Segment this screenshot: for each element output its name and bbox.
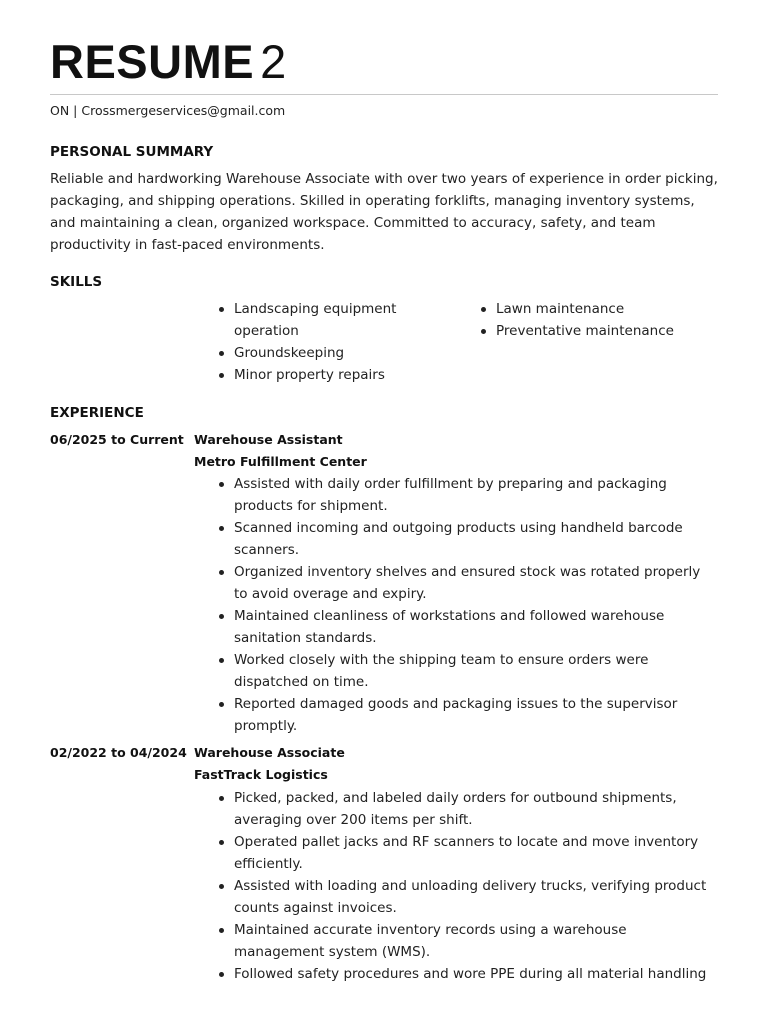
resume-title — [50, 34, 286, 94]
contact-line: ON | Crossmergeservices@gmail.com — [50, 103, 286, 118]
skills-heading: SKILLS — [50, 274, 103, 290]
job-bullet: Worked closely with the shipping team to ensure orders were dispatched on time. — [216, 649, 716, 693]
title-main: RESUME — [50, 35, 255, 88]
job-bullets — [216, 473, 716, 737]
skill-item: Lawn maintenance — [478, 298, 718, 320]
skills-list-right — [478, 298, 718, 342]
job-title: Warehouse Assistant — [194, 432, 343, 447]
skill-item: Preventative maintenance — [478, 320, 718, 342]
job-bullet: Followed safety procedures and wore PPE during all material handling — [216, 963, 716, 985]
header-divider — [50, 94, 718, 95]
job-bullet: Assisted with daily order fulfillment by preparing and packaging products for shipment. — [216, 473, 716, 517]
skill-item: Landscaping equipment operation — [216, 298, 416, 342]
job-bullet: Reported damaged goods and packaging issues to the supervisor promptly. — [216, 693, 716, 737]
job-dates: 06/2025 to Current — [50, 432, 184, 447]
job-bullet: Picked, packed, and labeled daily orders for outbound shipments, averaging over 200 items per shift. — [216, 787, 716, 831]
job-bullets — [216, 787, 716, 985]
skill-item: Minor property repairs — [216, 364, 416, 386]
job-bullet: Organized inventory shelves and ensured stock was rotated properly to avoid overage and expiry. — [216, 561, 716, 605]
job-company: FastTrack Logistics — [194, 767, 328, 782]
job-bullet: Operated pallet jacks and RF scanners to locate and move inventory efficiently. — [216, 831, 716, 875]
job-title: Warehouse Associate — [194, 745, 345, 760]
title-number: 2 — [260, 35, 287, 88]
skill-item: Groundskeeping — [216, 342, 416, 364]
experience-heading: EXPERIENCE — [50, 405, 144, 421]
job-dates: 02/2022 to 04/2024 — [50, 745, 187, 760]
skills-list-left — [216, 298, 416, 386]
job-company: Metro Fulfillment Center — [194, 454, 367, 469]
summary-heading: PERSONAL SUMMARY — [50, 144, 214, 160]
job-bullet: Maintained accurate inventory records using a warehouse management system (WMS). — [216, 919, 716, 963]
job-bullet: Maintained cleanliness of workstations and followed warehouse sanitation standards. — [216, 605, 716, 649]
summary-text: Reliable and hardworking Warehouse Associate with over two years of experience in order picking, packaging, and shipping operations. Skilled in operating forklifts, managing inventory systems, and maintaining a clean, organized workspace. Committed to accuracy, safety, and team productivity in fast-paced environments. — [50, 171, 718, 253]
job-bullet: Scanned incoming and outgoing products using handheld barcode scanners. — [216, 517, 716, 561]
job-bullet: Assisted with loading and unloading delivery trucks, verifying product counts against invoices. — [216, 875, 716, 919]
